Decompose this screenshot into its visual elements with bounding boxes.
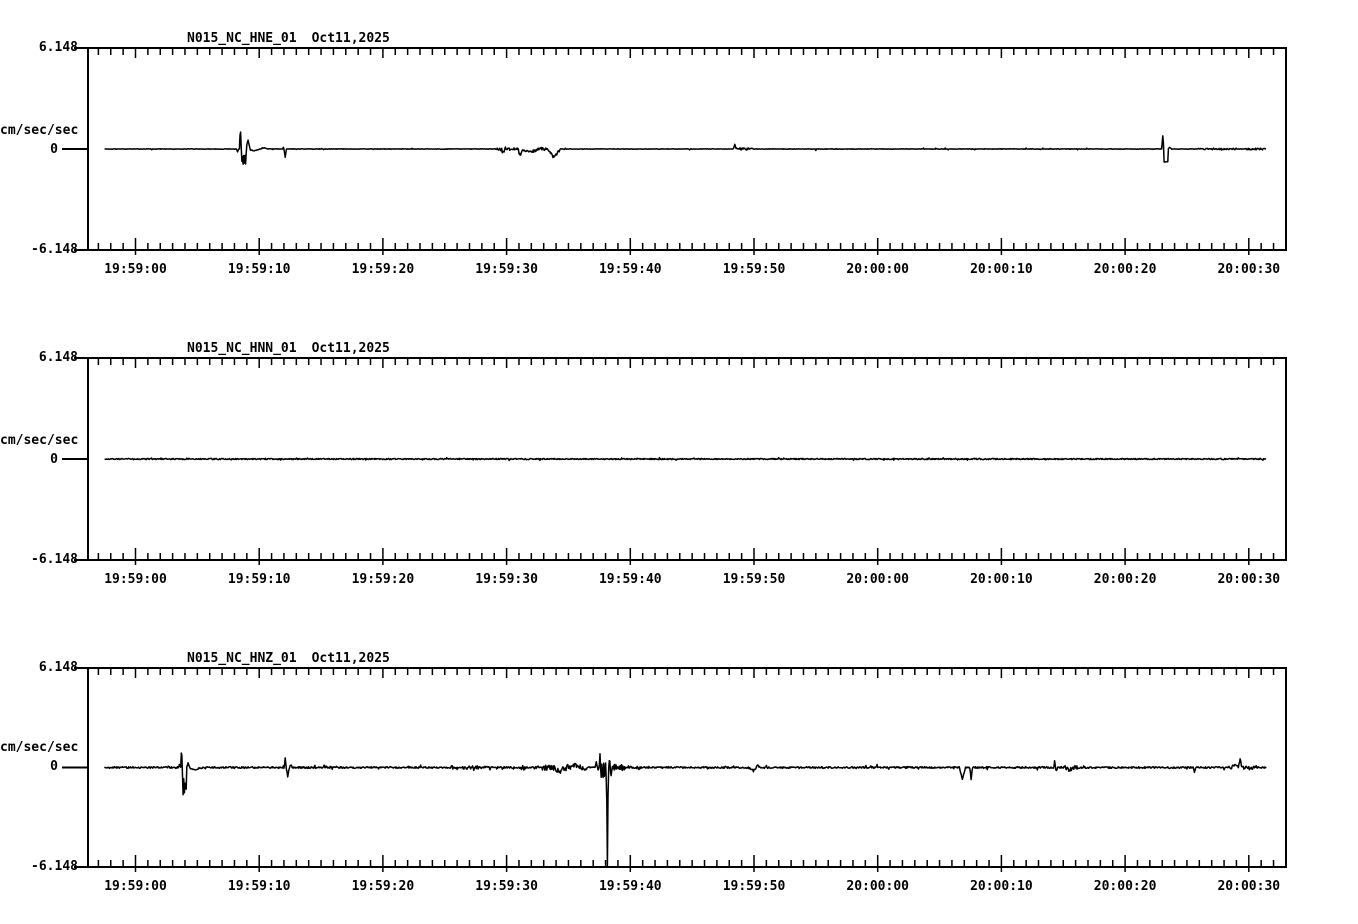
x-tick-label: 20:00:30 [1217, 262, 1281, 277]
y-min-label: -6.148 [31, 242, 78, 257]
station-channel-label: N015_NC_HNE_01 [187, 31, 297, 46]
x-tick-label: 19:59:40 [598, 879, 662, 894]
date-label: Oct11,2025 [311, 651, 390, 666]
y-max-label: 6.148 [38, 40, 78, 55]
y-zero-label: 0 [50, 452, 58, 467]
x-tick-label: 19:59:20 [351, 879, 415, 894]
date-label: Oct11,2025 [311, 341, 390, 356]
station-channel-label: N015_NC_HNN_01 [187, 341, 297, 356]
x-tick-label: 20:00:30 [1217, 879, 1281, 894]
x-tick-label: 20:00:10 [970, 572, 1033, 587]
x-tick-label: 19:59:50 [722, 262, 786, 277]
x-tick-label: 19:59:10 [227, 572, 291, 587]
x-tick-label: 20:00:10 [970, 262, 1033, 277]
x-tick-label: 19:59:50 [722, 572, 786, 587]
panel-title-hne [187, 32, 390, 45]
x-tick-label: 19:59:50 [722, 879, 786, 894]
x-tick-label: 20:00:10 [970, 879, 1033, 894]
x-tick-label: 19:59:30 [475, 262, 538, 277]
y-max-label: 6.148 [38, 350, 78, 365]
station-channel-label: N015_NC_HNZ_01 [187, 651, 297, 666]
x-tick-label: 19:59:40 [598, 572, 662, 587]
x-tick-label: 19:59:00 [104, 262, 167, 277]
waveform-trace-hne [105, 132, 1267, 164]
x-tick-label: 19:59:00 [104, 572, 167, 587]
date-label: Oct11,2025 [311, 31, 390, 46]
x-tick-label: 20:00:00 [846, 572, 909, 587]
x-tick-label: 19:59:10 [227, 879, 291, 894]
x-tick-label: 19:59:30 [475, 879, 538, 894]
y-units-label: cm/sec/sec [0, 123, 79, 138]
y-max-label: 6.148 [38, 660, 78, 675]
waveform-trace-hnz [105, 753, 1267, 865]
x-tick-label: 20:00:30 [1217, 572, 1281, 587]
y-units-label: cm/sec/sec [0, 740, 79, 755]
x-tick-label: 19:59:20 [351, 262, 415, 277]
panel-title-hnn [187, 342, 390, 355]
y-zero-label: 0 [50, 759, 58, 774]
x-tick-label: 20:00:20 [1093, 879, 1157, 894]
x-tick-label: 20:00:00 [846, 879, 909, 894]
x-tick-label: 19:59:20 [351, 572, 415, 587]
panel-title-hnz [187, 652, 390, 665]
x-tick-label: 19:59:10 [227, 262, 291, 277]
x-tick-label: 20:00:20 [1093, 262, 1157, 277]
y-zero-label: 0 [50, 142, 58, 157]
x-tick-label: 20:00:20 [1093, 572, 1157, 587]
x-tick-label: 19:59:30 [475, 572, 538, 587]
y-min-label: -6.148 [31, 552, 78, 567]
x-tick-label: 20:00:00 [846, 262, 909, 277]
y-units-label: cm/sec/sec [0, 433, 79, 448]
waveform-trace-hnn [105, 458, 1267, 461]
y-min-label: -6.148 [31, 859, 78, 874]
x-tick-label: 19:59:00 [104, 879, 167, 894]
x-tick-label: 19:59:40 [598, 262, 662, 277]
